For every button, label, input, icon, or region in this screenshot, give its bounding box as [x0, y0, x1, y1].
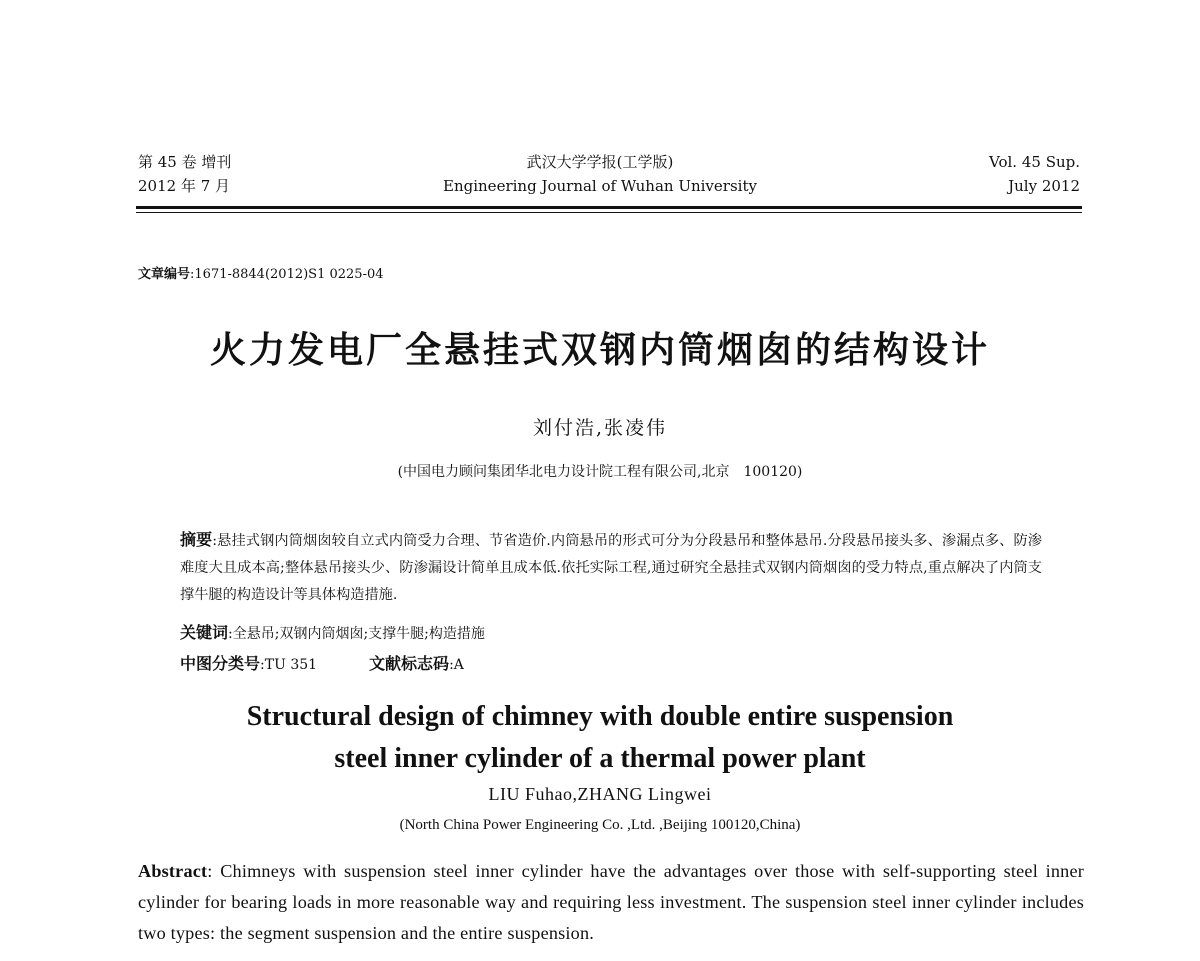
header-rule-thin [136, 212, 1082, 213]
title-en-line1: Structural design of chimney with double entire suspension [246, 701, 954, 732]
header-rule-thick [136, 206, 1082, 209]
journal-volume-info-en [989, 150, 1080, 198]
volume-issue: 第 45 卷 增刊 [138, 153, 232, 171]
page-title-en [0, 696, 1200, 780]
clc-value: :TU 351 [260, 657, 318, 673]
keywords-cn [180, 620, 485, 643]
classification-line [180, 651, 464, 674]
volume-issue-en: Vol. 45 Sup. [989, 153, 1080, 171]
publication-date-en: July 2012 [1008, 177, 1080, 195]
doc-code-label: 文献标志码 [369, 654, 450, 673]
authors-en: LIU Fuhao,ZHANG Lingwei [488, 784, 712, 804]
keywords-cn-text: :全悬吊;双钢内筒烟囱;支撑牛腿;构造措施 [228, 626, 485, 642]
page-title-cn: 火力发电厂全悬挂式双钢内筒烟囱的结构设计 [209, 330, 990, 371]
abstract-cn [180, 526, 1042, 609]
abstract-cn-text: :悬挂式钢内筒烟囱较自立式内筒受力合理、节省造价.内筒悬吊的形式可分为分段悬吊和整体悬吊.分段悬吊接头多、渗漏点多、防渗难度大且成本高;整体悬吊接头少、防渗漏设计简单且成本低.依托实际工程,通过研究全悬挂式双钢内筒烟囱的受力特点,重点解决了内筒支撑牛腿的构造设计等具体构造措施. [180, 533, 1042, 603]
publication-date: 2012 年 7 月 [138, 177, 231, 195]
abstract-en [138, 856, 1084, 949]
title-en-line2: steel inner cylinder of a thermal power plant [334, 743, 866, 774]
article-number-value: :1671-8844(2012)S1 0225-04 [190, 267, 384, 282]
journal-name [400, 150, 800, 198]
abstract-en-label: Abstract [138, 861, 208, 881]
article-number-label: 文章编号 [138, 267, 191, 282]
journal-volume-info [138, 150, 231, 198]
abstract-cn-label: 摘要 [180, 530, 213, 549]
keywords-cn-label: 关键词 [180, 623, 229, 642]
abstract-en-text: : Chimneys with suspension steel inner cylinder have the advantages over those with self-supporting steel inner cylinder for bearing loads in more reasonable way and requiring less investment. The suspension steel inner cylinder includes two types: the segment suspension and the entire suspension. [138, 861, 1084, 943]
doc-code-value: :A [449, 657, 464, 673]
clc-label: 中图分类号 [180, 654, 261, 673]
article-number [138, 263, 384, 282]
journal-name-cn: 武汉大学学报(工学版) [526, 153, 674, 171]
authors-cn: 刘付浩,张凌伟 [532, 417, 668, 439]
affiliation-en: (North China Power Engineering Co. ,Ltd. ,Beijing 100120,China) [399, 817, 801, 833]
journal-name-en: Engineering Journal of Wuhan University [443, 177, 757, 195]
affiliation-cn: (中国电力顾问集团华北电力设计院工程有限公司,北京 100120) [397, 464, 803, 480]
